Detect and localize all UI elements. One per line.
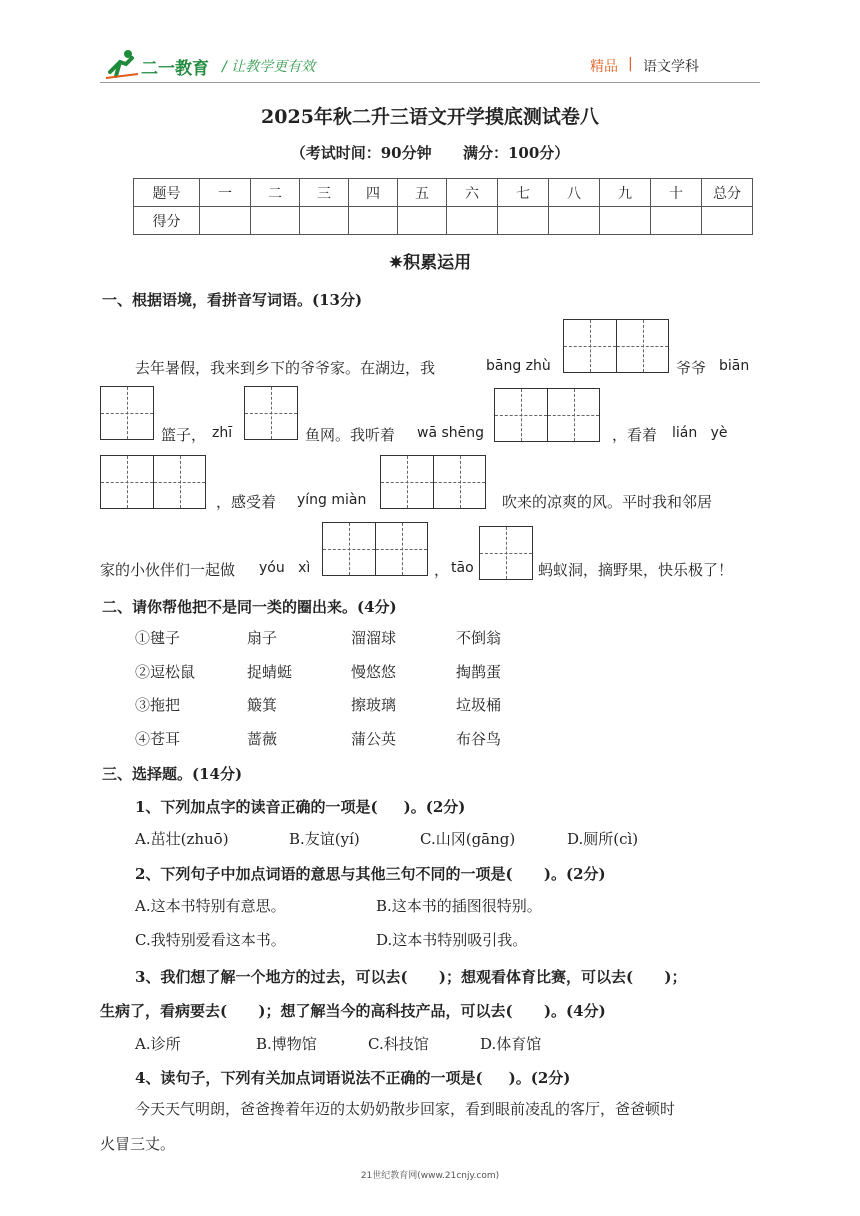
score-input-cell[interactable] [549,207,600,235]
q1-pinyin: bāng zhù [486,358,551,374]
q3-sub4-passage: 今天天气明朗，爸爸搀着年迈的太奶奶散步回家，看到眼前凌乱的客厅，爸爸顿时 [135,1100,676,1118]
list-item[interactable]: ①毽子 [135,629,181,647]
q1-pinyin: wā shēng [417,425,485,441]
list-item[interactable]: 慢悠悠 [351,663,397,681]
score-table-header-row [134,179,753,207]
q1-text: ，看着 [612,426,658,444]
list-item[interactable]: 布谷鸟 [456,730,502,748]
q1-pinyin: tāo [451,560,474,576]
q3-sub1-stem: 1、下列加点字的读音正确的一项是( )。(2分) [135,798,466,816]
option-b[interactable]: B.博物馆 [256,1035,317,1053]
tianzige-box[interactable] [100,386,154,440]
table-cell: 得分 [134,207,200,235]
tianzige-box[interactable] [322,522,428,576]
q1-pinyin: yíng miàn [297,492,367,508]
option-c[interactable]: C.科技馆 [368,1035,429,1053]
page-footer: 21世纪教育网(www.21cnjy.com) [360,1171,500,1181]
tianzige-box[interactable] [563,319,669,373]
section-title: ✷积累运用 [388,253,472,273]
list-item[interactable]: 簸箕 [247,696,278,714]
question-2-heading: 二、请你帮他把不是同一类的圈出来。(4分) [102,598,397,616]
exam-info: （考试时间：90分钟 满分：100分） [290,144,570,162]
q1-text: 爷爷 [676,359,707,377]
q3-sub2-stem: 2、下列句子中加点词语的意思与其他三句不同的一项是( )。(2分) [135,865,606,883]
option-c[interactable]: C.我特别爱看这本书。 [135,931,286,949]
q1-pinyin: yóu xì [259,560,311,576]
table-cell: 三 [300,179,349,207]
list-item[interactable]: 蒲公英 [351,730,397,748]
q1-pinyin: zhī [212,425,233,441]
list-item[interactable]: 不倒翁 [456,629,502,647]
score-table [133,178,753,235]
list-item[interactable]: ④苍耳 [135,730,181,748]
table-cell: 五 [398,179,447,207]
table-cell: 二 [251,179,300,207]
slogan: / 让教学更有效 [222,59,316,75]
score-input-cell[interactable] [498,207,549,235]
q1-text: 去年暑假，我来到乡下的爷爷家。在湖边，我 [135,359,436,377]
q1-text: ， [434,561,450,579]
score-input-cell[interactable] [600,207,651,235]
runner-logo-icon [104,48,140,80]
table-cell: 题号 [134,179,200,207]
score-input-cell[interactable] [702,207,753,235]
q3-sub4-passage: 火冒三丈。 [100,1135,176,1153]
option-a[interactable]: A.这本书特别有意思。 [135,897,286,915]
table-cell: 八 [549,179,600,207]
header-separator: | [628,56,633,72]
table-cell: 七 [498,179,549,207]
score-input-cell[interactable] [200,207,251,235]
tianzige-box[interactable] [494,388,600,442]
option-d[interactable]: D.体育馆 [480,1035,542,1053]
q1-pinyin: lián yè [672,425,728,441]
tianzige-box[interactable] [479,526,533,580]
list-item[interactable]: 垃圾桶 [456,696,502,714]
score-input-cell[interactable] [447,207,498,235]
table-cell: 四 [349,179,398,207]
option-a[interactable]: A.诊所 [135,1035,181,1053]
tianzige-box[interactable] [380,455,486,509]
list-item[interactable]: 蔷薇 [247,730,278,748]
option-b[interactable]: B.友谊(yí) [289,830,360,848]
list-item[interactable]: ③拖把 [135,696,181,714]
page-title: 2025年秋二升三语文开学摸底测试卷八 [261,106,599,128]
score-table-score-row [134,207,753,235]
question-1-heading: 一、根据语境，看拼音写词语。(13分) [102,291,363,309]
logo-text: 二一教育 [141,59,209,79]
option-c[interactable]: C.山冈(gāng) [420,830,516,848]
table-cell: 十 [651,179,702,207]
q1-text: 鱼网。我听着 [305,426,396,444]
table-cell: 一 [200,179,251,207]
option-d[interactable]: D.厕所(cì) [567,830,639,848]
q1-text: 吹来的凉爽的风。平时我和邻居 [502,493,713,511]
q1-text: 家的小伙伴们一起做 [100,561,236,579]
score-input-cell[interactable] [398,207,447,235]
header-subject: 语文学科 [643,59,699,75]
table-cell: 九 [600,179,651,207]
list-item[interactable]: 扇子 [247,629,278,647]
header-divider [100,82,760,83]
q3-sub4-stem: 4、读句子，下列有关加点词语说法不正确的一项是( )。(2分) [135,1069,571,1087]
list-item[interactable]: ②逗松鼠 [135,663,196,681]
header-tag: 精品 [590,59,618,75]
tianzige-box[interactable] [100,455,206,509]
tianzige-box[interactable] [244,386,298,440]
option-d[interactable]: D.这本书特别吸引我。 [376,931,528,949]
score-input-cell[interactable] [651,207,702,235]
question-3-heading: 三、选择题。(14分) [102,765,243,783]
q3-sub3-stem: 生病了，看病要去( )；想了解当今的高科技产品，可以去( )。(4分) [100,1002,606,1020]
list-item[interactable]: 掏鹊蛋 [456,663,502,681]
option-a[interactable]: A.茁壮(zhuō) [135,830,229,848]
q1-text: 蚂蚁洞，摘野果，快乐极了！ [538,561,734,579]
score-input-cell[interactable] [349,207,398,235]
q1-text: ，感受着 [216,493,277,511]
list-item[interactable]: 捉蜻蜓 [247,663,293,681]
q3-sub3-stem: 3、我们想了解一个地方的过去，可以去( )；想观看体育比赛，可以去( )； [135,968,687,986]
q1-pinyin: biān [719,358,750,374]
score-input-cell[interactable] [300,207,349,235]
table-cell: 六 [447,179,498,207]
table-cell: 总分 [702,179,753,207]
option-b[interactable]: B.这本书的插图很特别。 [376,897,542,915]
list-item[interactable]: 溜溜球 [351,629,397,647]
q1-text: 篮子， [161,426,207,444]
score-input-cell[interactable] [251,207,300,235]
list-item[interactable]: 擦玻璃 [351,696,397,714]
